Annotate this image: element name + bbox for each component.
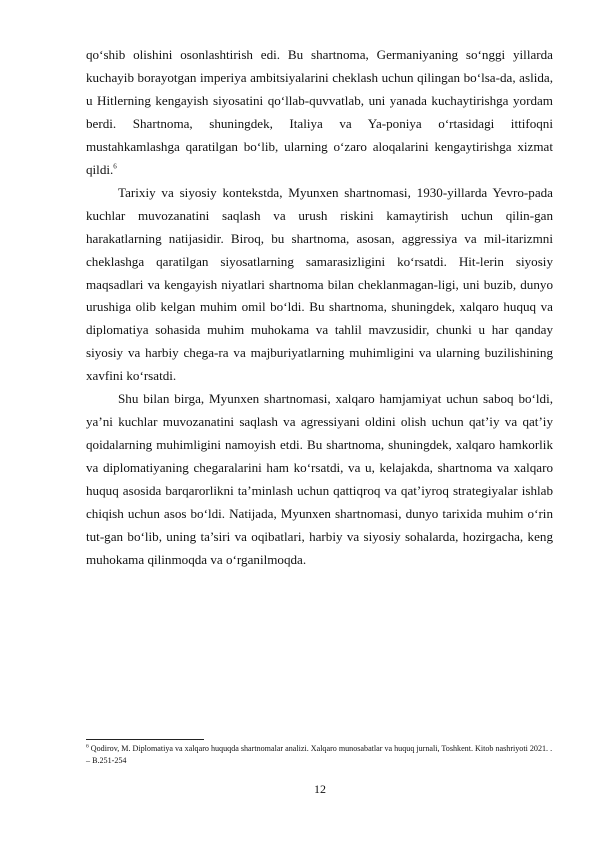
- footnote-text: Qodirov, M. Diplomatiya va xalqaro huquqda shartnomalar analizi. Xalqaro munosabatlar va huquq jurnali, Toshkent. Kitob nashriyoti 2021. . – B.251-254: [86, 744, 553, 766]
- paragraph-2: Tarixiy va siyosiy kontekstda, Myunxen shartnomasi, 1930-yillarda Yevro-pada kuchlar muvozanatini saqlash va urush riskini kamaytirish uchun qilin-gan harakatlarning natijasidir. Biroq, bu shartnoma, asosan, aggressiya va mil-itarizmni cheklashga qaratilgan siyosatlarning samarasizligini ko‘rsatdi. Hit-lerin siyosiy maqsadlari va kengayish niyatlari shartnoma bilan cheklanmagan-ligi, uni buzib, dunyo urushiga olib kelgan muhim omil bo‘ldi. Bu shartnoma, shuningdek, xalqaro huquq va diplomatiya sohasida muhim muhokama va tahlil mavzusidir, chunki u har qanday siyosiy va harbiy chega-ra va majburiyatlarning muhimligini va ularning buzilishining xavfini ko‘rsatdi.: [86, 184, 553, 384]
- paragraph-1: [86, 44, 553, 182]
- page-number: 12: [314, 782, 326, 796]
- footnote-reference: 6: [113, 162, 117, 171]
- footnote-marker: 6: [86, 743, 89, 750]
- footnote-separator: [86, 739, 204, 740]
- footnote: [86, 743, 553, 767]
- paragraph-1-text: qo‘shib olishini osonlashtirish edi. Bu shartnoma, Germaniyaning so‘nggi yillarda kuchayib borayotgan imperiya ambitsiyalarini cheklash uchun qilingan bo‘lsa-da, aslida, u Hitlerning kengayish siyosatini qo‘llab-quvvatlab, uni yanada kuchaytirishga yordam berdi. Shartnoma, shuningdek, Italiya va Ya-poniya o‘rtasidagi ittifoqni mustahkamlashga qaratilgan bo‘lib, ularning o‘zaro aloqalarini kengaytirishga xizmat qildi.: [86, 47, 553, 177]
- body-text: [86, 44, 553, 572]
- paragraph-3: Shu bilan birga, Myunxen shartnomasi, xalqaro hamjamiyat uchun saboq bo‘ldi, ya’ni kuchlar muvozanatini saqlash va agressiyani oldini olish uchun qat’iy va qat’iy qoidalarning muhimligini namoyish etdi. Bu shartnoma, shuningdek, xalqaro hamkorlik va diplomatiyaning chegaralarini ham ko‘rsatdi, va u, kelajakda, shartnoma va xalqaro huquq asosida barqarorlikni ta’minlash uchun qattiqroq va qat’iyroq strategiyalar ishlab chiqish uchun asos bo‘ldi. Natijada, Myunxen shartnomasi, dunyo tarixida muhim o‘rin tut-gan bo‘lib, uning ta’siri va oqibatlari, harbiy va siyosiy sohalarda, hozirgacha, keng muhokama qilinmoqda va o‘rganilmoqda.: [86, 391, 553, 567]
